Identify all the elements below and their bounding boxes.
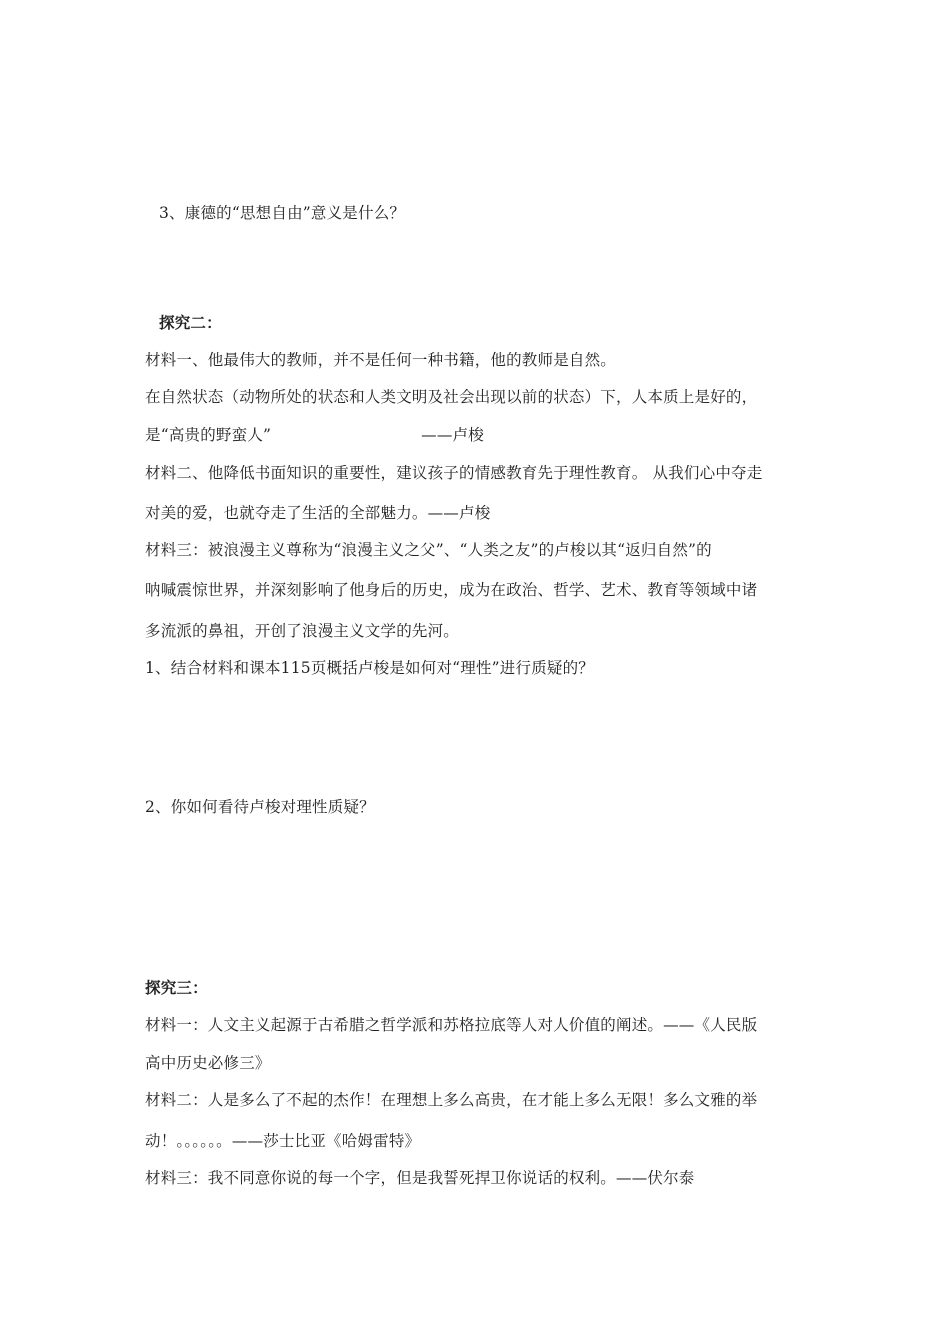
material-2-line-1: 材料二、他降低书面知识的重要性，建议孩子的情感教育先于理性教育。 从我们心中夺走 <box>145 464 763 482</box>
material-1-attribution: ——卢梭 <box>421 426 484 444</box>
material-3-line-3: 多流派的鼻祖，开创了浪漫主义文学的先河。 <box>145 622 460 640</box>
section-heading-explore-2: 探究二： <box>159 313 222 332</box>
material-1-quote: 是“高贵的野蛮人” <box>145 426 272 444</box>
s3-material-1-line-2: 高中历史必修三》 <box>145 1054 271 1072</box>
s3-material-2-line-1: 材料二：人是多么了不起的杰作！在理想上多么高贵，在才能上多么无限！多么文雅的举 <box>145 1091 758 1109</box>
material-2-line-2: 对美的爱，也就夺走了生活的全部魅力。——卢梭 <box>145 504 491 522</box>
question-2: 2、你如何看待卢梭对理性质疑？ <box>145 798 375 816</box>
material-3-line-1: 材料三：被浪漫主义尊称为“浪漫主义之父”、“人类之友”的卢梭以其“返归自然”的 <box>145 541 712 559</box>
s3-material-1-line-1: 材料一：人文主义起源于古希腊之哲学派和苏格拉底等人对人价值的阐述。——《人民版 <box>145 1016 758 1034</box>
section-heading-explore-3: 探究三： <box>145 978 208 997</box>
s3-material-3-line-1: 材料三：我不同意你说的每一个字，但是我誓死捍卫你说话的权利。——伏尔泰 <box>145 1169 695 1187</box>
material-1-line-2: 在自然状态（动物所处的状态和人类文明及社会出现以前的状态）下，人本质上是好的， <box>145 388 758 406</box>
material-3-line-2: 呐喊震惊世界，并深刻影响了他身后的历史，成为在政治、哲学、艺术、教育等领域中诸 <box>145 581 758 599</box>
material-1-line-3 <box>145 425 484 445</box>
material-1-line-1: 材料一、他最伟大的教师，并不是任何一种书籍，他的教师是自然。 <box>145 351 617 369</box>
s3-material-2-line-2: 动！。。。。。。——莎士比亚《哈姆雷特》 <box>145 1132 421 1150</box>
question-3: 3、康德的“思想自由”意义是什么？ <box>159 204 406 222</box>
question-1: 1、结合材料和课本115页概括卢梭是如何对“理性”进行质疑的？ <box>145 659 594 677</box>
